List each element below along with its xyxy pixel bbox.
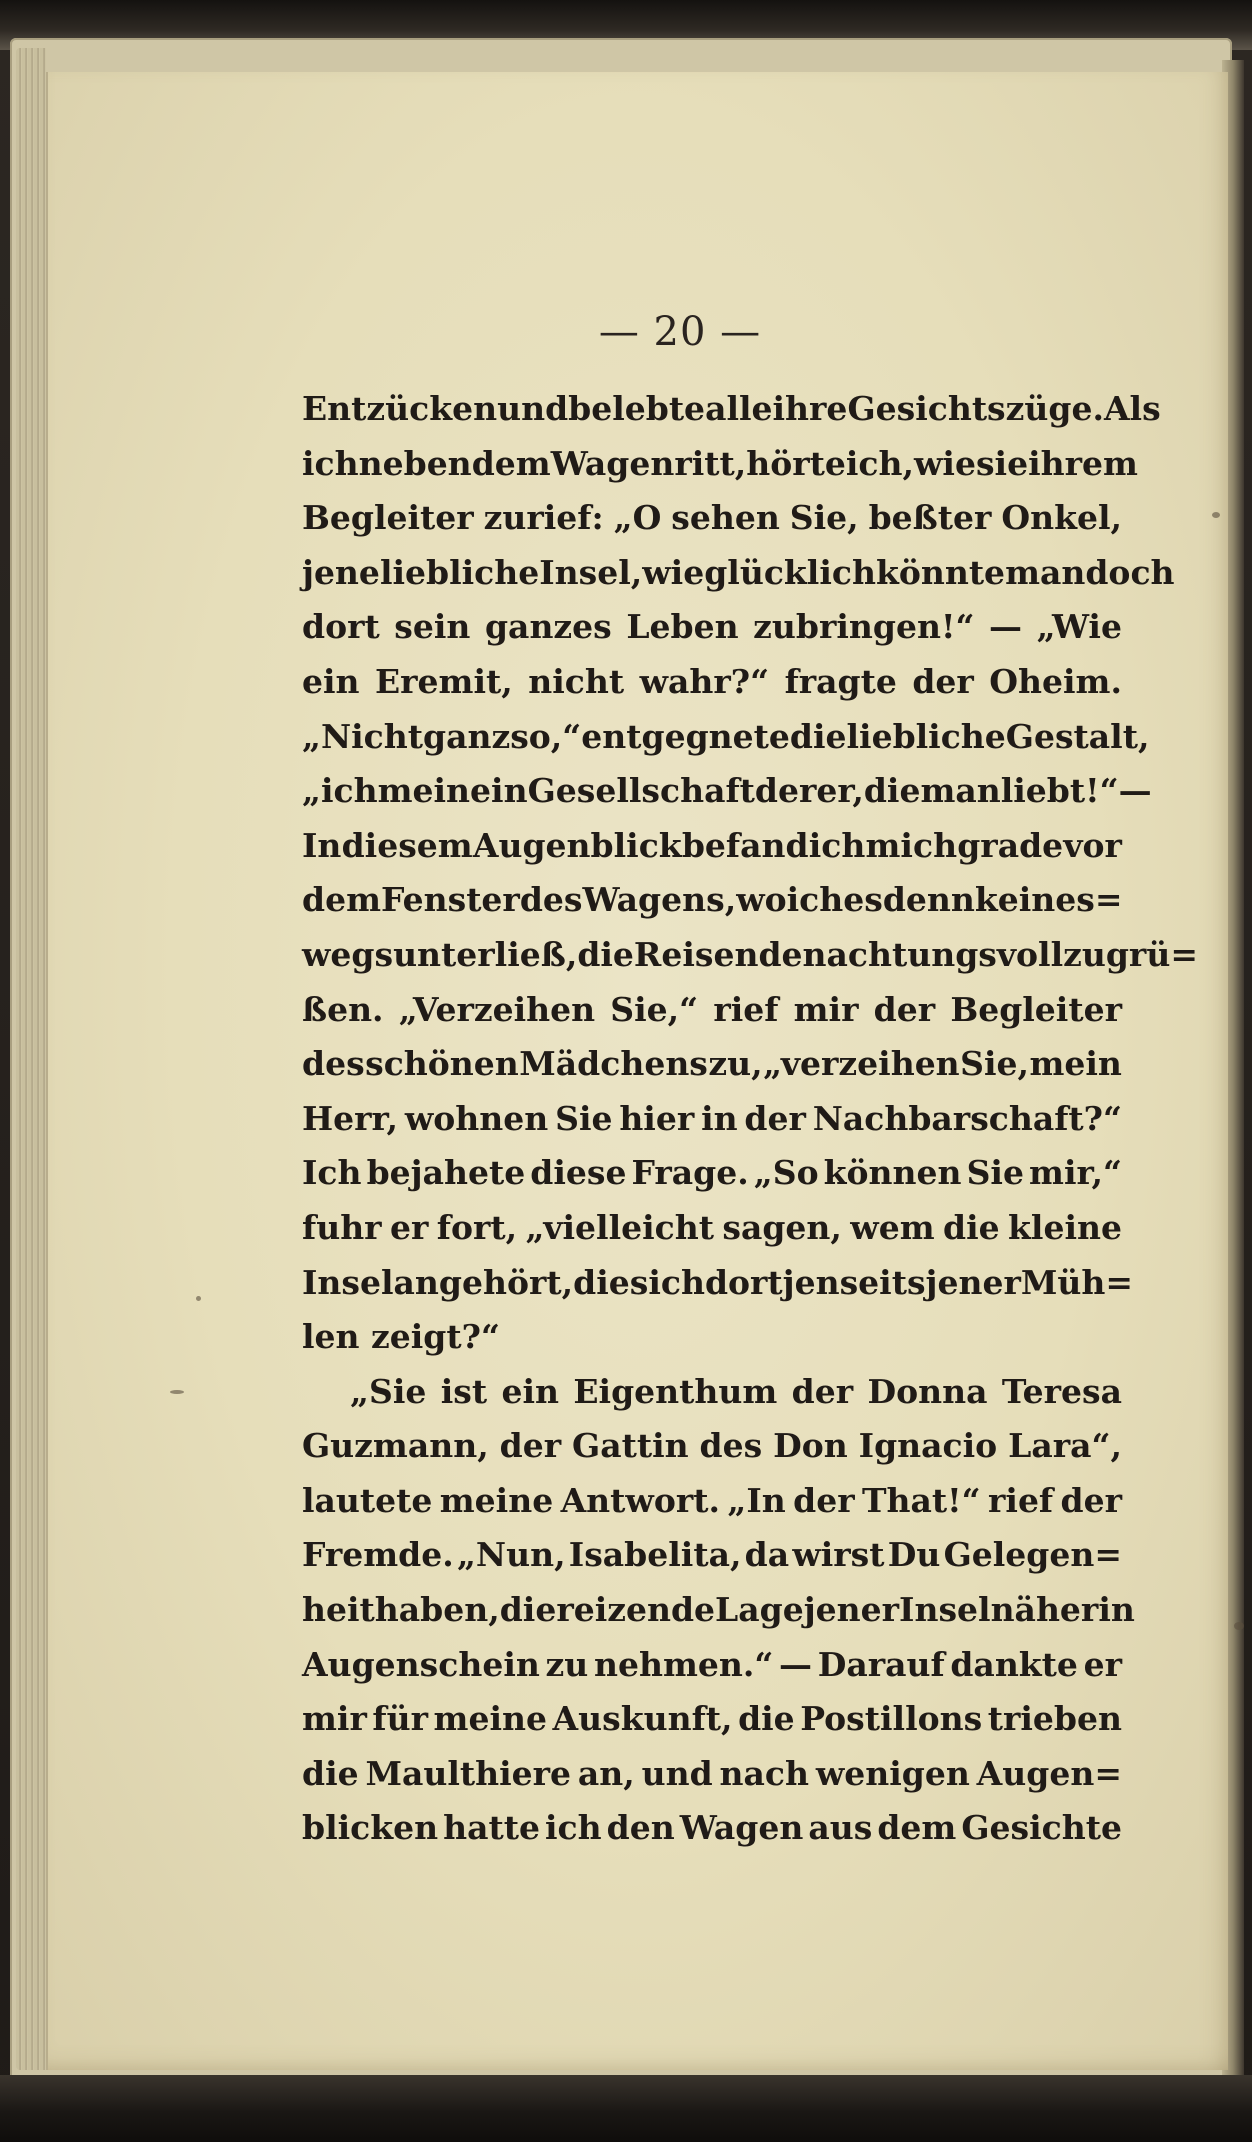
paper-speck	[196, 1296, 201, 1301]
body-text	[302, 382, 1198, 1856]
text-line: blicken hatte ich den Wagen aus dem Gesichte	[302, 1808, 1122, 1848]
text-line: mir für meine Auskunft, die Postillons trieben	[302, 1699, 1122, 1739]
text-line: des schönen Mädchens zu, „verzeihen Sie, mein	[302, 1044, 1122, 1084]
text-line: Herr, wohnen Sie hier in der Nachbarschaft?“	[302, 1098, 1122, 1138]
text-line: jene liebliche Insel, wie glücklich könnte man doch	[302, 552, 1175, 592]
text-line: Begleiter zurief: „O sehen Sie, beßter Onkel,	[302, 498, 1122, 538]
text-line: Insel angehört, die sich dort jenseits jener Müh=	[302, 1262, 1134, 1302]
text-line: die Maulthiere an, und nach wenigen Augen=	[302, 1753, 1122, 1793]
paper-speck	[1234, 1622, 1244, 1630]
text-line: ein Eremit, nicht wahr?“ fragte der Oheim.	[302, 661, 1122, 701]
text-line: fuhr er fort, „vielleicht sagen, wem die kleine	[302, 1207, 1122, 1247]
text-line: Fremde. „Nun, Isabelita, da wirst Du Gelegen=	[302, 1535, 1122, 1575]
text-line: ßen. „Verzeihen Sie,“ rief mir der Begleiter	[302, 989, 1122, 1029]
paragraph	[302, 382, 1198, 1365]
text-line: wegs unterließ, die Reisenden achtungsvoll zu grü=	[302, 934, 1198, 974]
text-line: Augenschein zu nehmen.“ — Darauf dankte er	[302, 1644, 1122, 1684]
text-line: Entzücken und belebte alle ihre Gesichtszüge. Als	[302, 389, 1161, 428]
paper-speck	[1212, 512, 1220, 518]
text-line: heit haben, die reizende Lage jener Insel näher in	[302, 1590, 1135, 1630]
text-line: „ich meine in Gesellschaft derer, die man liebt!“—	[302, 771, 1152, 811]
paragraph	[302, 1365, 1135, 1856]
book-cover-bottom	[0, 2075, 1252, 2142]
text-line: dort sein ganzes Leben zubringen!“ — „Wie	[302, 607, 1122, 647]
paper-speck	[170, 1390, 184, 1394]
page-number: — 20 —	[598, 309, 762, 355]
text-line: In diesem Augenblick befand ich mich grade vor	[302, 825, 1122, 865]
text-line: ich neben dem Wagen ritt, hörte ich, wie sie ihrem	[302, 443, 1138, 483]
text-line: len zeigt?“	[302, 1317, 500, 1357]
text-line: Guzmann, der Gattin des Don Ignacio Lara“,	[302, 1426, 1122, 1466]
text-line: „Nicht ganz so,“ entgegnete die liebliche Gestalt,	[302, 716, 1150, 756]
text-line: lautete meine Antwort. „In der That!“ rief der	[302, 1480, 1122, 1520]
text-line: Ich bejahete diese Frage. „So können Sie mir,“	[302, 1153, 1122, 1193]
text-line: dem Fenster des Wagens, wo ich es denn keines=	[302, 880, 1123, 920]
text-line: „Sie ist ein Eigenthum der Donna Teresa	[350, 1371, 1122, 1411]
